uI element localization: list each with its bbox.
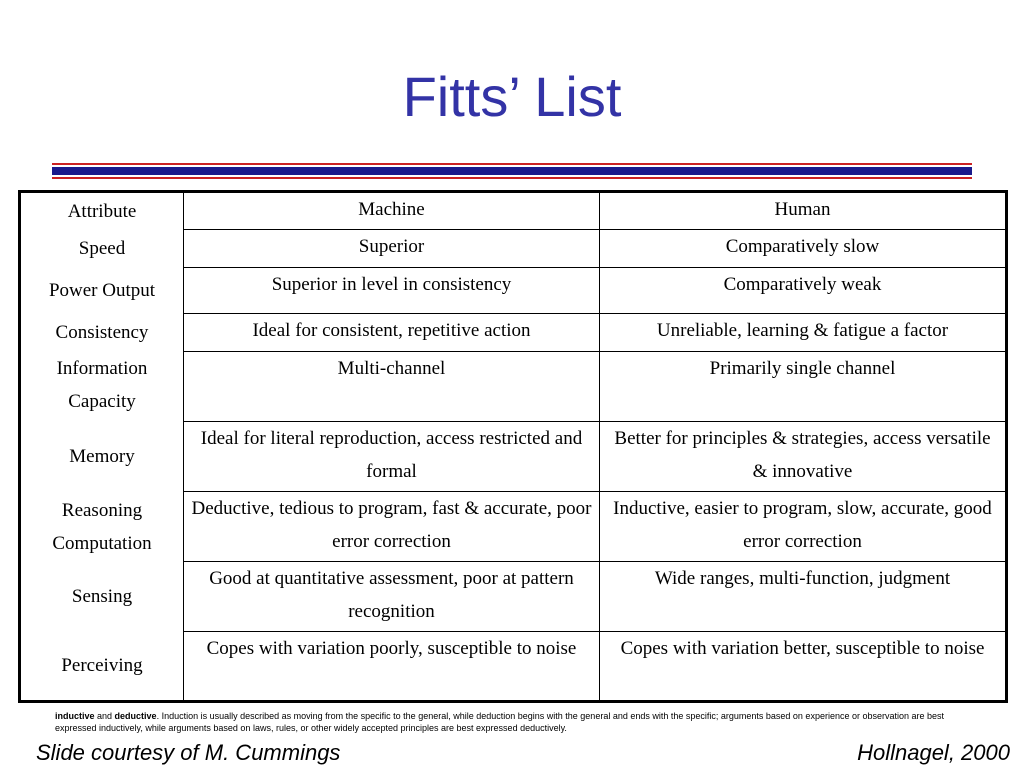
title-rule-blue xyxy=(52,167,972,175)
table-row xyxy=(20,492,1007,562)
footnote-term-inductive: inductive xyxy=(55,711,95,721)
slide-title: Fitts’ List xyxy=(402,65,622,128)
header-human: Human xyxy=(600,192,1007,230)
table-row xyxy=(20,230,1007,268)
human-cell: Comparatively weak xyxy=(600,268,1007,314)
human-cell: Primarily single channel xyxy=(600,352,1007,422)
human-cell: Better for principles & strategies, access versatile & innovative xyxy=(600,422,1007,492)
attribute-cell: Reasoning Computation xyxy=(52,499,152,554)
footnote-term-deductive: deductive xyxy=(114,711,157,721)
table-row xyxy=(20,632,1007,702)
attribute-cell: Memory xyxy=(69,446,135,467)
machine-cell: Ideal for consistent, repetitive action xyxy=(184,314,600,352)
machine-cell: Good at quantitative assessment, poor at pattern recognition xyxy=(184,562,600,632)
machine-cell: Copes with variation poorly, susceptible to noise xyxy=(184,632,600,702)
machine-cell: Multi-channel xyxy=(184,352,600,422)
human-cell: Copes with variation better, susceptible to noise xyxy=(600,632,1007,702)
table-header-row xyxy=(20,192,1007,230)
human-cell: Inductive, easier to program, slow, accurate, good error correction xyxy=(600,492,1007,562)
fitts-list-table xyxy=(18,190,1008,703)
attribute-cell: Power Output xyxy=(48,280,156,301)
header-machine: Machine xyxy=(184,192,600,230)
attribute-cell: Consistency xyxy=(55,322,149,343)
footnote-and: and xyxy=(94,711,115,721)
attribute-cell: Perceiving xyxy=(61,655,143,677)
attribute-cell: Information Capacity xyxy=(56,357,148,412)
machine-cell: Deductive, tedious to program, fast & accurate, poor error correction xyxy=(184,492,600,562)
title-rule-red-top xyxy=(52,163,972,165)
human-cell: Unreliable, learning & fatigue a factor xyxy=(600,314,1007,352)
header-attribute: Attribute xyxy=(67,200,137,222)
attribute-cell: Sensing xyxy=(71,586,133,607)
table-row xyxy=(20,562,1007,632)
human-cell: Comparatively slow xyxy=(600,230,1007,268)
machine-cell: Superior xyxy=(184,230,600,268)
table-row xyxy=(20,268,1007,314)
table-row xyxy=(20,422,1007,492)
footnote-text: . Induction is usually described as moving from the specific to the general, while deduction begins with the general and ends with the specific; arguments based on experience or observation are best expressed inductively, while arguments based on laws, rules, or other widely accepted principles are best expressed deductively. xyxy=(55,711,945,733)
slide-credit: Slide courtesy of M. Cummings xyxy=(36,740,341,765)
human-cell: Wide ranges, multi-function, judgment xyxy=(600,562,1007,632)
title-rule-red-bottom xyxy=(52,177,972,179)
machine-cell: Superior in level in consistency xyxy=(184,268,600,314)
machine-cell: Ideal for literal reproduction, access restricted and formal xyxy=(184,422,600,492)
table-row xyxy=(20,352,1007,422)
source-citation: Hollnagel, 2000 xyxy=(857,740,1010,765)
attribute-cell: Speed xyxy=(78,238,126,259)
table-row xyxy=(20,314,1007,352)
footnote xyxy=(55,710,975,734)
